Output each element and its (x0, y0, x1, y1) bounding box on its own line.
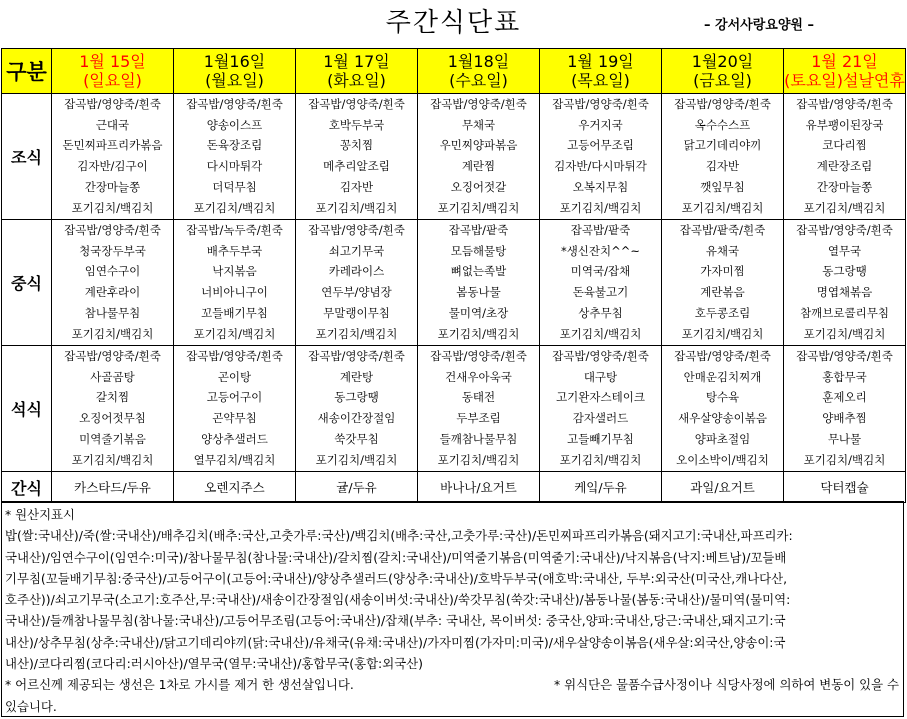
day-header (418, 49, 540, 94)
category-header: 구분 (2, 49, 52, 94)
menu-item: 닭고기데리야끼 (683, 138, 762, 153)
menu-item: 카레라이스 (328, 264, 385, 279)
menu-item: 더덕무침 (212, 179, 257, 194)
menu-item: *생신잔치^^~ (560, 243, 641, 258)
menu-item: 열무국 (827, 243, 862, 258)
menu-cell (540, 94, 662, 220)
menu-item: 포기김치/백김치 (71, 452, 154, 467)
menu-item: 포기김치/백김치 (315, 452, 398, 467)
menu-item: 들깨참나물무침 (439, 431, 518, 446)
menu-item: 사골곰탕 (90, 369, 135, 384)
notes-line: 국내산)/임연수구이(임연수:미국)/참나물무침(참나물:국내산)/갈치찜(갈치:국내산)/미역줄기볶음(미역줄기:국내산)/낙지볶음(낙지:베트남)/꼬들배 (5, 549, 787, 565)
menu-item: 너비아니구이 (201, 285, 268, 300)
menu-item: 잡곡밥/영양죽/흰죽 (64, 97, 161, 111)
menu-item: 잡곡밥/영양죽/흰죽 (64, 349, 161, 363)
menu-cell (418, 94, 540, 220)
day-date: 1월 19일 (567, 52, 634, 71)
menu-item: 계란후라이 (84, 285, 141, 300)
menu-item: 고등어구이 (206, 390, 263, 405)
menu-item: 꽁치찜 (339, 138, 374, 153)
menu-item: 호두콩조림 (694, 305, 751, 320)
menu-item: 김자반 (339, 179, 374, 194)
menu-item: 옥수수스프 (694, 117, 751, 132)
day-weekday: (화요일) (327, 71, 386, 90)
menu-item: 김자반 (705, 159, 740, 174)
day-header (662, 49, 784, 94)
menu-cell (662, 220, 784, 346)
menu-item: 오이소박이/백김치 (676, 452, 769, 467)
menu-item: 갈치찜 (95, 390, 130, 405)
menu-item: 양상추샐러드 (201, 431, 268, 446)
day-date: 1월18일 (447, 52, 510, 71)
menu-item: 잡곡밥/영양죽/흰죽 (552, 349, 649, 363)
menu-item: 곤이탕 (217, 369, 252, 384)
menu-item: 잡곡밥/팥죽/흰죽 (679, 223, 766, 237)
snack-cell: 오렌지주스 (174, 472, 296, 503)
menu-item: 동태전 (461, 390, 496, 405)
menu-item: 동그랑땡 (334, 390, 379, 405)
day-weekday: (수요일) (449, 71, 508, 90)
menu-item: 계란장조림 (816, 159, 873, 174)
menu-item: 쑥갓무침 (334, 431, 379, 446)
menu-cell (296, 220, 418, 346)
menu-item: 잡곡밥/영양죽/흰죽 (674, 97, 771, 111)
menu-item: 유부팽이된장국 (805, 117, 884, 132)
menu-item: 포기김치/백김치 (681, 200, 764, 215)
menu-item: 계란탕 (339, 369, 374, 384)
menu-item: 간장마늘쫑 (84, 179, 141, 194)
menu-item: 안매운김치찌개 (683, 369, 762, 384)
menu-cell (540, 220, 662, 346)
change-note: * 위식단은 물품수급사정이나 식당사정에 의하여 변동이 있을 수 (554, 677, 899, 693)
menu-item: 탕수육 (705, 390, 740, 405)
menu-item: 고들빼기무침 (567, 431, 634, 446)
menu-item: 깻잎무침 (700, 179, 745, 194)
menu-item: 대구탕 (583, 369, 618, 384)
menu-item: 포기김치/백김치 (437, 452, 520, 467)
menu-item: 양파초절임 (694, 431, 751, 446)
menu-cell (662, 94, 784, 220)
meal-label: 석식 (2, 346, 52, 472)
snack-cell: 닥터캡슐 (784, 472, 906, 503)
menu-item: 계란볶음 (700, 285, 745, 300)
menu-item: 코다리찜 (822, 138, 867, 153)
menu-item: 잡곡밥/팥죽 (448, 223, 509, 237)
menu-item: 계란찜 (461, 159, 496, 174)
menu-cell (174, 220, 296, 346)
menu-item: 낙지볶음 (212, 264, 257, 279)
snack-cell: 케잌/두유 (540, 472, 662, 503)
menu-item: 포기김치/백김치 (559, 200, 642, 215)
menu-item: 오징어젓무침 (79, 411, 146, 426)
day-header (52, 49, 174, 94)
day-header (540, 49, 662, 94)
menu-item: 잡곡밥/영양죽/흰죽 (674, 349, 771, 363)
notes-line: 밥(쌀:국내산)/죽(쌀:국내산)/배추김치(배추:국산,고춧가루:국산)/백김치(배추:국산,고춧가루:국산)/돈민찌파프리카볶음(돼지고기:국내산,파프리카: (5, 528, 793, 544)
menu-item: 명엽채볶음 (816, 285, 873, 300)
menu-item: 양배추찜 (822, 411, 867, 426)
menu-item: 건새우아욱국 (445, 369, 512, 384)
day-weekday: (금요일) (693, 71, 752, 90)
menu-item: 임연수구이 (84, 264, 141, 279)
menu-item: 미역국/잡채 (570, 264, 631, 279)
menu-item: 잡곡밥/팥죽 (570, 223, 631, 237)
menu-item: 무말랭이무침 (323, 305, 390, 320)
menu-item: 잡곡밥/영양죽/흰죽 (796, 97, 893, 111)
snack-cell: 카스타드/두유 (52, 472, 174, 503)
day-header (174, 49, 296, 94)
menu-item: 돈민찌파프리카볶음 (62, 138, 163, 153)
dinner-row (2, 346, 906, 472)
meal-label: 조식 (2, 94, 52, 220)
menu-item: 포기김치/백김치 (437, 326, 520, 341)
menu-item: 포기김치/백김치 (193, 200, 276, 215)
menu-cell (784, 346, 906, 472)
day-weekday: (목요일) (571, 71, 630, 90)
menu-item: 쇠고기무국 (328, 243, 385, 258)
menu-item: 메추리알조림 (323, 159, 390, 174)
menu-item: 우민찌양파볶음 (439, 138, 518, 153)
menu-cell (784, 220, 906, 346)
menu-item: 유채국 (705, 243, 740, 258)
menu-item: 참깨브로콜리무침 (800, 305, 889, 320)
menu-item: 잡곡밥/영양죽/흰죽 (308, 97, 405, 111)
menu-item: 물미역/초장 (448, 305, 509, 320)
menu-item: 포기김치/백김치 (803, 452, 886, 467)
menu-item: 상추무침 (578, 305, 623, 320)
menu-item: 간장마늘쫑 (816, 179, 873, 194)
notes-heading: * 원산지표시 (5, 507, 75, 522)
menu-item: 김자반/김구이 (77, 159, 148, 174)
menu-item: 포기김치/백김치 (71, 200, 154, 215)
date-header-row (2, 49, 906, 94)
menu-item: 호박두부국 (328, 117, 385, 132)
menu-item: 포기김치/백김치 (803, 326, 886, 341)
day-date: 1월16일 (203, 52, 266, 71)
day-date: 1월20일 (691, 52, 754, 71)
snack-cell: 귤/두유 (296, 472, 418, 503)
menu-item: 가자미찜 (700, 264, 745, 279)
menu-item: 잡곡밥/영양죽/흰죽 (796, 223, 893, 237)
menu-item: 포기김치/백김치 (681, 326, 764, 341)
menu-item: 잡곡밥/영양죽/흰죽 (430, 97, 527, 111)
menu-item: 열무김치/백김치 (193, 452, 276, 467)
menu-cell (296, 94, 418, 220)
menu-item: 잡곡밥/영양죽/흰죽 (64, 223, 161, 237)
menu-item: 포기김치/백김치 (71, 326, 154, 341)
menu-item: 근대국 (95, 117, 130, 132)
notes-line: 기무침(꼬들배기무침:중국산)/고등어구이(고등어:국내산)/양상추샐러드(양상추:국내산)/호박두부국(애호박:국내산, 두부:외국산(미국산,캐나다산, (5, 570, 788, 586)
menu-item: 다시마튀각 (206, 159, 263, 174)
menu-cell (784, 94, 906, 220)
menu-item: 오징어젓갈 (450, 179, 507, 194)
menu-item: 김자반/다시마튀각 (554, 159, 647, 174)
menu-item: 청국장두부국 (79, 243, 146, 258)
menu-item: 포기김치/백김치 (193, 326, 276, 341)
menu-item: 고등어무조림 (567, 138, 634, 153)
notes-footer (5, 674, 899, 695)
menu-item: 무채국 (461, 117, 496, 132)
fish-note: * 어르신께 제공되는 생선은 1차로 가시를 제거 한 생선살입니다. (5, 677, 354, 693)
snack-cell: 바나나/요거트 (418, 472, 540, 503)
menu-item: 잡곡밥/녹두죽/흰죽 (186, 223, 283, 237)
menu-item: 뼈없는족발 (450, 264, 507, 279)
menu-cell (296, 346, 418, 472)
menu-item: 미역줄기볶음 (79, 431, 146, 446)
menu-item: 잡곡밥/영양죽/흰죽 (552, 97, 649, 111)
menu-item: 봄동나물 (456, 285, 501, 300)
menu-item: 돈육장조림 (206, 138, 263, 153)
organization-name: – 강서사랑요양원 – (704, 18, 814, 33)
menu-item: 홍합무국 (822, 369, 867, 384)
notes-line: 내산)/상추무침(상추:국내산)/닭고기데리야끼(닭:국내산)/유채국(유채:국내산)/가자미찜(가자미:미국)/새우살양송이볶음(새우살:외국산,양송이:국 (5, 634, 786, 650)
menu-cell (174, 94, 296, 220)
menu-item: 잡곡밥/영양죽/흰죽 (186, 349, 283, 363)
menu-item: 포기김치/백김치 (559, 326, 642, 341)
menu-cell (174, 346, 296, 472)
menu-item: 포기김치/백김치 (437, 200, 520, 215)
day-header (784, 49, 906, 94)
notes-lines (5, 525, 899, 674)
day-weekday: (월요일) (205, 71, 264, 90)
menu-cell (418, 220, 540, 346)
menu-item: 고기완자스테이크 (556, 390, 645, 405)
menu-item: 참나물무침 (84, 305, 141, 320)
snack-label: 간식 (2, 472, 52, 503)
day-date: 1월 17일 (323, 52, 390, 71)
menu-item: 모듬해물탕 (450, 243, 507, 258)
page-title: 주간식단표 (385, 8, 522, 38)
menu-item: 새송이간장절임 (317, 411, 396, 426)
change-note-end: 있습니다. (5, 698, 57, 714)
menu-item: 잡곡밥/영양죽/흰죽 (308, 349, 405, 363)
menu-cell (662, 346, 784, 472)
menu-cell (52, 220, 174, 346)
menu-item: 포기김치/백김치 (315, 326, 398, 341)
lunch-row (2, 220, 906, 346)
menu-item: 감자샐러드 (572, 411, 629, 426)
day-weekday: (일요일) (83, 71, 142, 90)
menu-item: 두부조림 (456, 411, 501, 426)
menu-item: 포기김치/백김치 (315, 200, 398, 215)
notes-line: 국내산)/들깨참나물무침(참나물:국내산)/고등어무조림(고등어:국내산)/잡채(부추: 국내산, 목이버섯: 중국산,양파:국내산,당근:국내산,돼지고기:국 (5, 613, 786, 629)
snack-cell: 과일/요거트 (662, 472, 784, 503)
snack-row (2, 472, 906, 503)
menu-item: 곤약무침 (212, 411, 257, 426)
meal-label: 중식 (2, 220, 52, 346)
menu-cell (52, 346, 174, 472)
day-date: 1월 15일 (79, 52, 146, 71)
menu-item: 잡곡밥/영양죽/흰죽 (430, 349, 527, 363)
notes-line: 내산)/코다리찜(코다리:러시아산)/열무국(열무:국내산)/홍합무국(홍합:외국산) (5, 656, 423, 672)
day-header (296, 49, 418, 94)
menu-item: 배추두부국 (206, 243, 263, 258)
menu-item: 무나물 (827, 431, 862, 446)
breakfast-row (2, 94, 906, 220)
day-date: 1월 21일 (811, 52, 878, 71)
header (0, 0, 907, 48)
menu-item: 꼬들배기무침 (201, 305, 268, 320)
menu-item: 훈제오리 (822, 390, 867, 405)
menu-item: 잡곡밥/영양죽/흰죽 (308, 223, 405, 237)
menu-item: 잡곡밥/영양죽/흰죽 (186, 97, 283, 111)
menu-cell (540, 346, 662, 472)
menu-item: 포기김치/백김치 (803, 200, 886, 215)
menu-item: 동그랑땡 (822, 264, 867, 279)
weekly-menu-table (1, 48, 906, 503)
menu-item: 양송이스프 (206, 117, 263, 132)
menu-item: 돈육불고기 (572, 285, 629, 300)
menu-item: 새우살양송이볶음 (678, 411, 767, 426)
menu-cell (52, 94, 174, 220)
menu-cell (418, 346, 540, 472)
menu-item: 우거지국 (578, 117, 623, 132)
menu-item: 오복지무침 (572, 179, 629, 194)
menu-item: 잡곡밥/영양죽/흰죽 (796, 349, 893, 363)
notes-line: 호주산))/쇠고기무국(소고기:호주산,무:국내산)/새송이간장절임(새송이버섯:국내산)/쑥갓무침(쑥갓:국내산)/봄동나물(봄동:국내산)/물미역(물미역: (5, 592, 791, 608)
menu-item: 연두부/양념장 (321, 285, 392, 300)
day-weekday: (토요일)설날연휴 (784, 71, 905, 90)
origin-notes (1, 501, 904, 717)
menu-item: 포기김치/백김치 (559, 452, 642, 467)
